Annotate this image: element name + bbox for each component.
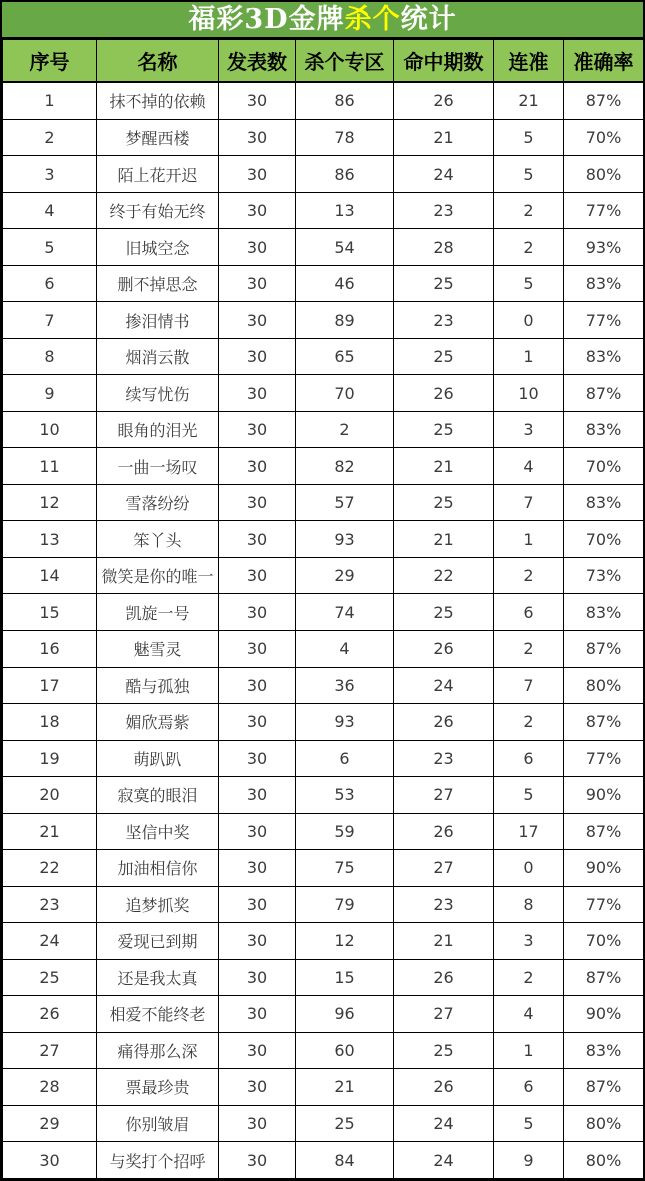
cell-accuracy: 73% — [564, 557, 644, 594]
table-row — [3, 338, 644, 375]
cell-name: 梦醒西楼 — [97, 119, 219, 156]
cell-accuracy: 90% — [564, 777, 644, 814]
cell-index: 10 — [3, 411, 97, 448]
cell-name: 眼角的泪光 — [97, 411, 219, 448]
cell-streak: 1 — [494, 1032, 564, 1069]
cell-streak: 5 — [494, 156, 564, 193]
cell-published: 30 — [219, 484, 296, 521]
cell-kill-zone: 86 — [296, 156, 394, 193]
cell-name: 爱现已到期 — [97, 923, 219, 960]
cell-hit-periods: 24 — [394, 156, 494, 193]
cell-kill-zone: 53 — [296, 777, 394, 814]
cell-hit-periods: 21 — [394, 448, 494, 485]
cell-published: 30 — [219, 302, 296, 339]
table-row — [3, 1069, 644, 1106]
cell-index: 5 — [3, 229, 97, 266]
table-row — [3, 594, 644, 631]
cell-published: 30 — [219, 1032, 296, 1069]
cell-published: 30 — [219, 631, 296, 668]
stats-table — [2, 39, 644, 1179]
table-row — [3, 1142, 644, 1179]
cell-streak: 9 — [494, 1142, 564, 1179]
cell-published: 30 — [219, 156, 296, 193]
cell-name: 寂寞的眼泪 — [97, 777, 219, 814]
cell-hit-periods: 23 — [394, 192, 494, 229]
cell-index: 24 — [3, 923, 97, 960]
table-row — [3, 704, 644, 741]
cell-streak: 8 — [494, 886, 564, 923]
table-row — [3, 923, 644, 960]
cell-kill-zone: 12 — [296, 923, 394, 960]
cell-hit-periods: 26 — [394, 959, 494, 996]
title-highlight: 杀个 — [344, 4, 401, 35]
cell-accuracy: 80% — [564, 1142, 644, 1179]
cell-kill-zone: 70 — [296, 375, 394, 412]
cell-name: 媚欣焉紫 — [97, 704, 219, 741]
cell-streak: 5 — [494, 777, 564, 814]
cell-kill-zone: 2 — [296, 411, 394, 448]
cell-hit-periods: 23 — [394, 740, 494, 777]
cell-accuracy: 87% — [564, 631, 644, 668]
cell-accuracy: 87% — [564, 704, 644, 741]
cell-kill-zone: 93 — [296, 521, 394, 558]
table-row — [3, 82, 644, 119]
cell-kill-zone: 78 — [296, 119, 394, 156]
cell-index: 23 — [3, 886, 97, 923]
cell-hit-periods: 26 — [394, 631, 494, 668]
cell-index: 3 — [3, 156, 97, 193]
cell-published: 30 — [219, 375, 296, 412]
cell-name: 还是我太真 — [97, 959, 219, 996]
cell-name: 微笑是你的唯一 — [97, 557, 219, 594]
cell-streak: 7 — [494, 667, 564, 704]
cell-streak: 3 — [494, 411, 564, 448]
table-row — [3, 740, 644, 777]
cell-index: 26 — [3, 996, 97, 1033]
col-header-streak: 连准 — [494, 40, 564, 83]
cell-index: 19 — [3, 740, 97, 777]
cell-name: 坚信中奖 — [97, 813, 219, 850]
cell-published: 30 — [219, 521, 296, 558]
cell-streak: 6 — [494, 740, 564, 777]
cell-accuracy: 93% — [564, 229, 644, 266]
cell-hit-periods: 26 — [394, 375, 494, 412]
cell-index: 12 — [3, 484, 97, 521]
cell-hit-periods: 25 — [394, 1032, 494, 1069]
cell-published: 30 — [219, 667, 296, 704]
cell-index: 4 — [3, 192, 97, 229]
cell-name: 陌上花开迟 — [97, 156, 219, 193]
cell-accuracy: 83% — [564, 484, 644, 521]
title-prefix: 福彩3D金牌 — [188, 4, 345, 35]
table-row — [3, 119, 644, 156]
cell-hit-periods: 21 — [394, 521, 494, 558]
cell-published: 30 — [219, 813, 296, 850]
cell-hit-periods: 21 — [394, 119, 494, 156]
cell-accuracy: 83% — [564, 411, 644, 448]
col-header-accuracy: 准确率 — [564, 40, 644, 83]
cell-streak: 1 — [494, 521, 564, 558]
cell-hit-periods: 24 — [394, 1142, 494, 1179]
table-row — [3, 375, 644, 412]
cell-accuracy: 83% — [564, 594, 644, 631]
cell-name: 酷与孤独 — [97, 667, 219, 704]
cell-accuracy: 87% — [564, 813, 644, 850]
cell-index: 29 — [3, 1105, 97, 1142]
cell-hit-periods: 27 — [394, 850, 494, 887]
cell-hit-periods: 22 — [394, 557, 494, 594]
cell-hit-periods: 25 — [394, 265, 494, 302]
cell-accuracy: 87% — [564, 959, 644, 996]
cell-streak: 0 — [494, 302, 564, 339]
cell-published: 30 — [219, 923, 296, 960]
cell-accuracy: 70% — [564, 119, 644, 156]
cell-streak: 4 — [494, 996, 564, 1033]
cell-published: 30 — [219, 119, 296, 156]
cell-index: 17 — [3, 667, 97, 704]
cell-accuracy: 83% — [564, 1032, 644, 1069]
cell-kill-zone: 79 — [296, 886, 394, 923]
cell-streak: 0 — [494, 850, 564, 887]
cell-published: 30 — [219, 850, 296, 887]
cell-index: 13 — [3, 521, 97, 558]
cell-name: 删不掉思念 — [97, 265, 219, 302]
cell-name: 票最珍贵 — [97, 1069, 219, 1106]
cell-accuracy: 90% — [564, 996, 644, 1033]
cell-accuracy: 77% — [564, 886, 644, 923]
table-row — [3, 886, 644, 923]
cell-index: 15 — [3, 594, 97, 631]
table-row — [3, 667, 644, 704]
table-row — [3, 521, 644, 558]
cell-published: 30 — [219, 411, 296, 448]
cell-streak: 6 — [494, 594, 564, 631]
cell-streak: 2 — [494, 229, 564, 266]
cell-accuracy: 70% — [564, 923, 644, 960]
table-row — [3, 959, 644, 996]
cell-index: 28 — [3, 1069, 97, 1106]
cell-published: 30 — [219, 959, 296, 996]
cell-published: 30 — [219, 594, 296, 631]
cell-kill-zone: 21 — [296, 1069, 394, 1106]
cell-kill-zone: 93 — [296, 704, 394, 741]
cell-accuracy: 83% — [564, 265, 644, 302]
cell-accuracy: 70% — [564, 448, 644, 485]
cell-kill-zone: 60 — [296, 1032, 394, 1069]
cell-hit-periods: 23 — [394, 886, 494, 923]
table-row — [3, 448, 644, 485]
cell-hit-periods: 27 — [394, 777, 494, 814]
cell-kill-zone: 65 — [296, 338, 394, 375]
table-row — [3, 996, 644, 1033]
table-body — [3, 82, 644, 1179]
cell-streak: 17 — [494, 813, 564, 850]
cell-accuracy: 87% — [564, 1069, 644, 1106]
cell-name: 凯旋一号 — [97, 594, 219, 631]
cell-published: 30 — [219, 996, 296, 1033]
cell-name: 魅雪灵 — [97, 631, 219, 668]
cell-index: 27 — [3, 1032, 97, 1069]
table-row — [3, 850, 644, 887]
cell-index: 6 — [3, 265, 97, 302]
cell-name: 笨丫头 — [97, 521, 219, 558]
cell-name: 旧城空念 — [97, 229, 219, 266]
cell-streak: 7 — [494, 484, 564, 521]
cell-streak: 2 — [494, 631, 564, 668]
cell-accuracy: 87% — [564, 82, 644, 119]
table-row — [3, 265, 644, 302]
cell-index: 11 — [3, 448, 97, 485]
cell-published: 30 — [219, 1142, 296, 1179]
title-suffix: 统计 — [400, 4, 457, 35]
cell-kill-zone: 13 — [296, 192, 394, 229]
cell-accuracy: 80% — [564, 156, 644, 193]
cell-kill-zone: 54 — [296, 229, 394, 266]
cell-streak: 2 — [494, 192, 564, 229]
cell-hit-periods: 26 — [394, 813, 494, 850]
col-header-published: 发表数 — [219, 40, 296, 83]
cell-streak: 5 — [494, 1105, 564, 1142]
cell-index: 20 — [3, 777, 97, 814]
cell-published: 30 — [219, 1069, 296, 1106]
cell-streak: 21 — [494, 82, 564, 119]
cell-kill-zone: 46 — [296, 265, 394, 302]
cell-hit-periods: 28 — [394, 229, 494, 266]
cell-name: 相爱不能终老 — [97, 996, 219, 1033]
header-row — [3, 40, 644, 83]
title-bar — [2, 2, 643, 39]
cell-index: 8 — [3, 338, 97, 375]
cell-published: 30 — [219, 557, 296, 594]
cell-hit-periods: 24 — [394, 667, 494, 704]
cell-accuracy: 77% — [564, 302, 644, 339]
cell-hit-periods: 24 — [394, 1105, 494, 1142]
table-row — [3, 484, 644, 521]
cell-published: 30 — [219, 740, 296, 777]
cell-hit-periods: 25 — [394, 484, 494, 521]
cell-accuracy: 83% — [564, 338, 644, 375]
cell-name: 续写忧伤 — [97, 375, 219, 412]
table-row — [3, 631, 644, 668]
cell-index: 1 — [3, 82, 97, 119]
col-header-kill-zone: 杀个专区 — [296, 40, 394, 83]
cell-published: 30 — [219, 338, 296, 375]
cell-streak: 1 — [494, 338, 564, 375]
table-row — [3, 411, 644, 448]
cell-name: 烟消云散 — [97, 338, 219, 375]
cell-name: 萌趴趴 — [97, 740, 219, 777]
cell-name: 抹不掉的依赖 — [97, 82, 219, 119]
cell-kill-zone: 4 — [296, 631, 394, 668]
cell-published: 30 — [219, 265, 296, 302]
cell-name: 你别皱眉 — [97, 1105, 219, 1142]
cell-index: 25 — [3, 959, 97, 996]
cell-published: 30 — [219, 82, 296, 119]
cell-kill-zone: 89 — [296, 302, 394, 339]
col-header-name: 名称 — [97, 40, 219, 83]
cell-streak: 10 — [494, 375, 564, 412]
cell-published: 30 — [219, 704, 296, 741]
cell-kill-zone: 74 — [296, 594, 394, 631]
cell-accuracy: 80% — [564, 667, 644, 704]
table-row — [3, 777, 644, 814]
cell-accuracy: 90% — [564, 850, 644, 887]
cell-index: 30 — [3, 1142, 97, 1179]
cell-index: 9 — [3, 375, 97, 412]
cell-index: 2 — [3, 119, 97, 156]
cell-hit-periods: 25 — [394, 411, 494, 448]
cell-index: 7 — [3, 302, 97, 339]
cell-kill-zone: 6 — [296, 740, 394, 777]
cell-index: 21 — [3, 813, 97, 850]
cell-kill-zone: 84 — [296, 1142, 394, 1179]
cell-published: 30 — [219, 1105, 296, 1142]
cell-name: 与奖打个招呼 — [97, 1142, 219, 1179]
table-row — [3, 557, 644, 594]
table-row — [3, 192, 644, 229]
cell-hit-periods: 23 — [394, 302, 494, 339]
cell-published: 30 — [219, 192, 296, 229]
cell-streak: 2 — [494, 557, 564, 594]
cell-index: 22 — [3, 850, 97, 887]
cell-hit-periods: 26 — [394, 1069, 494, 1106]
cell-kill-zone: 25 — [296, 1105, 394, 1142]
cell-name: 掺泪情书 — [97, 302, 219, 339]
cell-index: 14 — [3, 557, 97, 594]
cell-kill-zone: 36 — [296, 667, 394, 704]
cell-kill-zone: 15 — [296, 959, 394, 996]
cell-streak: 5 — [494, 265, 564, 302]
cell-streak: 6 — [494, 1069, 564, 1106]
col-header-hit-periods: 命中期数 — [394, 40, 494, 83]
cell-name: 追梦抓奖 — [97, 886, 219, 923]
cell-published: 30 — [219, 229, 296, 266]
table-row — [3, 156, 644, 193]
col-header-index: 序号 — [3, 40, 97, 83]
cell-hit-periods: 26 — [394, 82, 494, 119]
cell-streak: 3 — [494, 923, 564, 960]
cell-published: 30 — [219, 448, 296, 485]
cell-streak: 2 — [494, 959, 564, 996]
table-row — [3, 1032, 644, 1069]
cell-hit-periods: 25 — [394, 338, 494, 375]
cell-kill-zone: 96 — [296, 996, 394, 1033]
cell-kill-zone: 57 — [296, 484, 394, 521]
table-row — [3, 813, 644, 850]
cell-accuracy: 80% — [564, 1105, 644, 1142]
cell-hit-periods: 25 — [394, 594, 494, 631]
cell-accuracy: 70% — [564, 521, 644, 558]
table-row — [3, 302, 644, 339]
cell-streak: 2 — [494, 704, 564, 741]
cell-hit-periods: 27 — [394, 996, 494, 1033]
cell-index: 16 — [3, 631, 97, 668]
cell-index: 18 — [3, 704, 97, 741]
cell-kill-zone: 59 — [296, 813, 394, 850]
cell-name: 终于有始无终 — [97, 192, 219, 229]
cell-name: 雪落纷纷 — [97, 484, 219, 521]
cell-accuracy: 87% — [564, 375, 644, 412]
cell-name: 加油相信你 — [97, 850, 219, 887]
cell-name: 一曲一场叹 — [97, 448, 219, 485]
cell-hit-periods: 21 — [394, 923, 494, 960]
table-row — [3, 229, 644, 266]
cell-accuracy: 77% — [564, 192, 644, 229]
cell-hit-periods: 26 — [394, 704, 494, 741]
cell-kill-zone: 75 — [296, 850, 394, 887]
cell-streak: 4 — [494, 448, 564, 485]
cell-name: 痛得那么深 — [97, 1032, 219, 1069]
cell-streak: 5 — [494, 119, 564, 156]
cell-published: 30 — [219, 886, 296, 923]
cell-published: 30 — [219, 777, 296, 814]
cell-kill-zone: 86 — [296, 82, 394, 119]
cell-kill-zone: 29 — [296, 557, 394, 594]
cell-accuracy: 77% — [564, 740, 644, 777]
table-row — [3, 1105, 644, 1142]
cell-kill-zone: 82 — [296, 448, 394, 485]
